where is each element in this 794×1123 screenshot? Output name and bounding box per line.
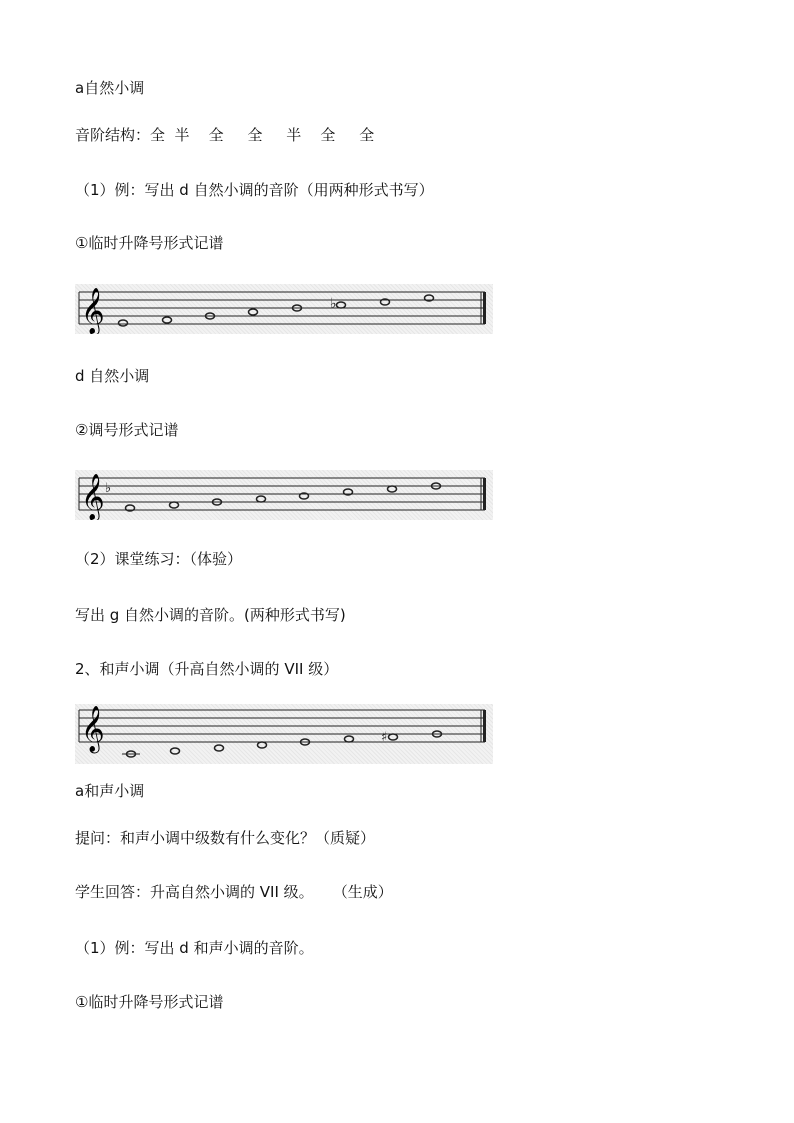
treble-clef-icon: 𝄞 [81,474,105,520]
text-d-natural-minor: d 自然小调 [75,367,150,385]
note [249,309,258,315]
note [215,745,224,751]
staff-d-natural-minor-accidentals [75,284,493,334]
text-accidental-notation-1: ①临时升降号形式记谱 [75,234,224,252]
note [163,317,172,323]
treble-clef-icon: 𝄞 [81,288,105,334]
text-example-d-harmonic: （1）例：写出 d 和声小调的音阶。 [75,939,314,957]
note [257,496,266,502]
note [389,734,398,740]
note [337,302,346,308]
note [388,486,397,492]
flat-icon: ♭ [330,296,337,312]
text-scale-structure: 音阶结构：全 半 全 全 半 全 全 [75,126,375,144]
text-a-natural-minor: a自然小调 [75,79,145,97]
note [345,736,354,742]
staff-a-harmonic-minor [75,704,493,764]
key-signature-flat-icon: ♭ [105,481,112,496]
treble-clef-icon: 𝄞 [81,706,105,752]
text-key-signature-notation: ②调号形式记谱 [75,421,179,439]
note [119,320,128,326]
text-example-1: （1）例：写出 d 自然小调的音阶（用两种形式书写） [75,181,434,199]
sharp-icon: ♯ [381,730,388,745]
note [171,748,180,754]
text-accidental-notation-2: ①临时升降号形式记谱 [75,993,224,1011]
text-harmonic-minor-heading: 2、和声小调（升高自然小调的 VII 级） [75,660,339,678]
text-student-answer: 学生回答：升高自然小调的 VII 级。 （生成） [75,883,393,901]
text-g-natural-minor-task: 写出 g 自然小调的音阶。(两种形式书写) [75,606,346,624]
text-a-harmonic-minor: a和声小调 [75,782,145,800]
staff-d-natural-minor-key-signature [75,470,493,520]
note [170,502,179,508]
text-question: 提问：和声小调中级数有什么变化？（质疑） [75,829,376,847]
note [258,742,267,748]
text-classroom-practice: （2）课堂练习：（体验） [75,550,243,568]
